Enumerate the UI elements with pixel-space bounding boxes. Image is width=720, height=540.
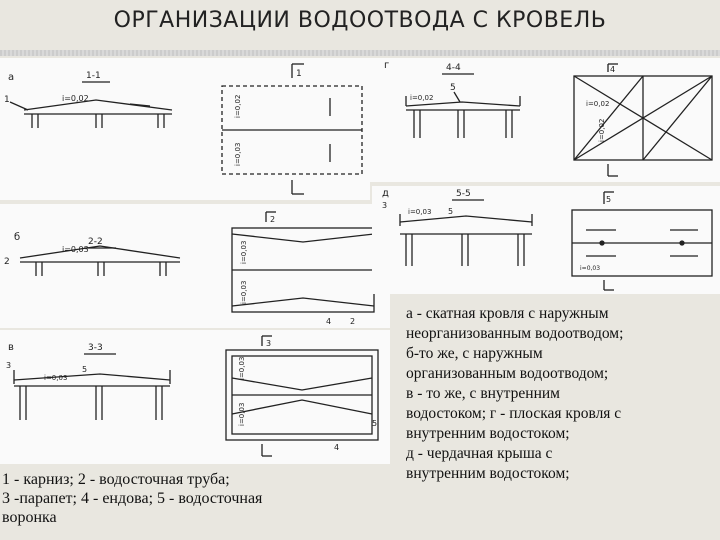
description-text: [406, 304, 716, 484]
figure-v-slope: i=0,03: [44, 374, 68, 382]
description-line: б-то же, с наружным: [406, 345, 543, 362]
figure-v-letter: в: [8, 342, 14, 353]
description-line: а - скатная кровля с наружным: [406, 305, 609, 322]
slide-title: ОРГАНИЗАЦИИ ВОДООТВОДА С КРОВЕЛЬ: [113, 8, 607, 33]
figure-v-panel: [0, 330, 390, 464]
description-line: внутренним водостоком;: [406, 425, 570, 442]
figure-a-callout: 1: [4, 95, 10, 105]
figure-b-drawing: [0, 204, 390, 328]
figure-d-plan-slope: i=0,03: [580, 265, 601, 272]
figure-v-plan-slope-top: i=0,03: [238, 356, 246, 380]
figure-v-plan-mark: 3: [266, 339, 272, 348]
figure-b-letter: б: [14, 232, 21, 243]
figure-g-plan-slope-bottom: i=0,02: [598, 118, 606, 142]
figure-v-callout-5: 5: [82, 365, 88, 374]
description-line: в - то же, с внутренним: [406, 385, 560, 402]
figure-d-letter: д: [382, 188, 389, 199]
figure-g-panel: [370, 58, 720, 182]
figure-b-callout: 2: [4, 257, 10, 267]
title-underline: [0, 50, 720, 56]
figure-b-plan-mark: 2: [270, 215, 276, 224]
figure-v-section-label: 3-3: [88, 343, 103, 353]
figure-b-section-label: 2-2: [88, 237, 103, 247]
figure-g-plan-slope-top: i=0,02: [586, 100, 610, 108]
figure-d-panel: [372, 186, 720, 294]
description-line: водостоком; г - плоская кровля с: [406, 405, 622, 422]
figure-a-plan-slope-top: i=0,02: [234, 94, 242, 118]
figure-g-callout: 5: [450, 83, 456, 93]
description-line: внутренним водостоком;: [406, 465, 570, 482]
figure-v-plan-callout-4: 4: [334, 443, 340, 452]
description-line: организованным водоотводом;: [406, 365, 609, 382]
figure-a-panel: [0, 58, 370, 200]
figure-b-plan-slope-top: i=0,03: [240, 240, 248, 264]
figure-d-callout-5: 5: [448, 207, 454, 216]
figure-b-plan-callout-2: 2: [350, 317, 356, 326]
figure-a-section-label: 1-1: [86, 71, 101, 81]
figure-v-callout-3: 3: [6, 361, 12, 370]
figure-b-slope: i=0,03: [62, 245, 89, 254]
description-line: неорганизованным водоотводом;: [406, 325, 624, 342]
legend-line-1: 1 - карниз; 2 - водосточная труба;: [2, 471, 230, 488]
figure-g-slope: i=0,02: [410, 94, 434, 102]
figure-g-section-label: 4-4: [446, 63, 461, 73]
legend-line-2: 3 -парапет; 4 - ендова; 5 - водосточная: [2, 490, 263, 507]
figure-a-drawing: [0, 58, 370, 200]
legend-text: [2, 470, 392, 527]
description-line: д - чердачная крыша с: [406, 445, 553, 462]
figure-b-plan-callout-4: 4: [326, 317, 332, 326]
figure-b-panel: [0, 204, 390, 328]
figure-v-drawing: [0, 330, 390, 464]
figure-g-plan-mark: 4: [610, 65, 616, 74]
figure-b-plan-slope-bottom: i=0,03: [240, 280, 248, 304]
figure-d-section-label: 5-5: [456, 189, 471, 199]
figure-g-drawing: [370, 58, 720, 182]
figure-d-callout-3: 3: [382, 201, 388, 210]
legend-line-3: воронка: [2, 509, 57, 526]
figure-v-plan-callout-5: 5: [372, 419, 378, 428]
figure-v-plan-slope-bottom: i=0,03: [238, 402, 246, 426]
figure-a-plan-mark: 1: [296, 69, 302, 79]
figure-g-letter: г: [384, 60, 390, 71]
figure-d-drawing: [372, 186, 720, 294]
figure-a-plan-slope-bottom: i=0,03: [234, 142, 242, 166]
figure-a-slope: i=0,02: [62, 94, 89, 103]
figure-d-slope: i=0,03: [408, 208, 432, 216]
figure-a-letter: а: [8, 72, 15, 83]
figure-d-plan-mark: 5: [606, 195, 612, 204]
